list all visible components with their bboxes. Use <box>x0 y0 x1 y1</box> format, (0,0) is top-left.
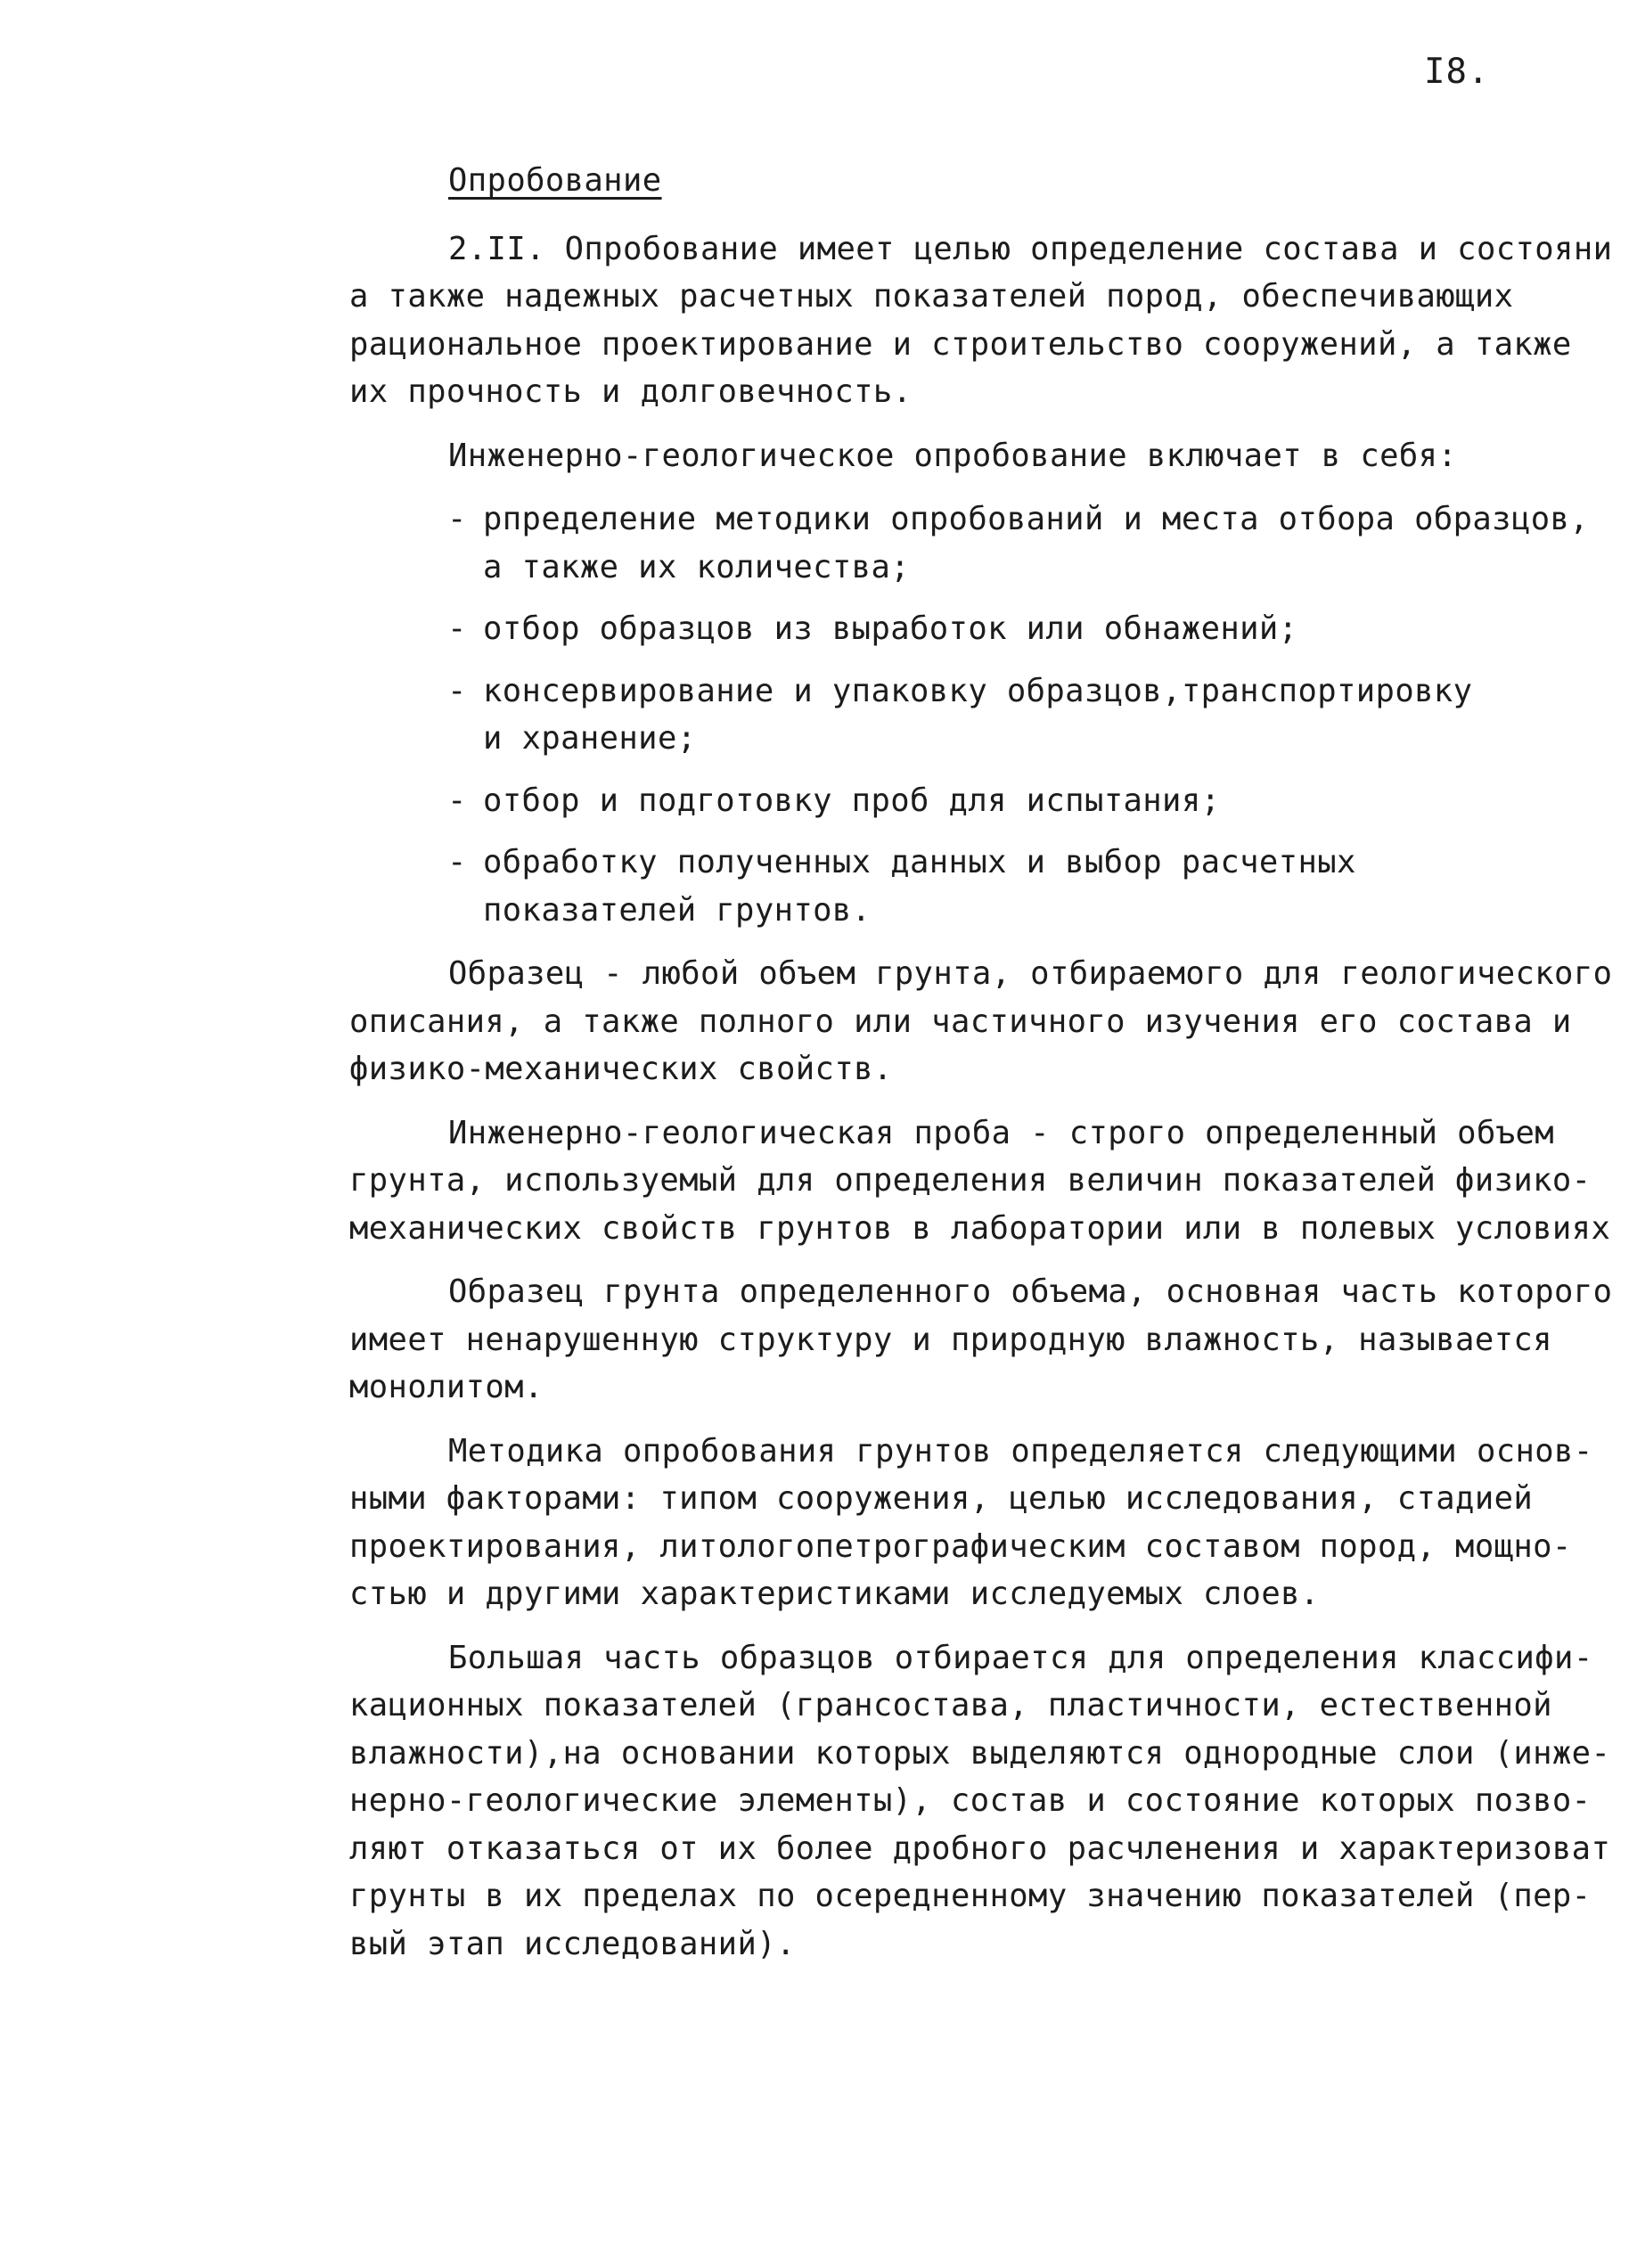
list-item-line: отбор и подготовку проб для испытания; <box>483 782 1221 819</box>
paragraph-line: проектирования, литологопетрографическим составом пород, мощно- <box>349 1527 1572 1565</box>
list-item-line: а также их количества; <box>483 548 911 585</box>
paragraph-line: физико-механических свойств. <box>349 1051 893 1087</box>
list-item-line: показателей грунтов. <box>483 891 872 929</box>
list-dash: - <box>447 782 467 819</box>
list-item <box>447 495 1615 591</box>
paragraph-line: нерно-геологические элементы), состав и состояние которых позво- <box>349 1782 1592 1819</box>
paragraph-line: а также надежных расчетных показателей пород, обеспечивающих <box>349 278 1514 315</box>
paragraph-line: Методика опробования грунтов определяется следующими основ- <box>448 1432 1593 1470</box>
paragraph <box>349 432 1615 480</box>
document-body <box>349 157 1615 1984</box>
section-heading: Опробование <box>448 162 662 199</box>
paragraph-line: описания, а также полного или частичного изучения его состава и <box>349 1003 1572 1040</box>
paragraph <box>349 1428 1615 1618</box>
list-dash: - <box>447 844 467 880</box>
paragraph-line: их прочность и долговечность. <box>349 373 913 410</box>
list-item-line: рпределение методики опробований и места отбора образцов, <box>483 501 1590 537</box>
paragraph-line: грунты в их пределах по осередненному значению показателей (пер- <box>349 1878 1592 1914</box>
list-item <box>447 667 1615 763</box>
page-number: I8. <box>1424 52 1490 92</box>
paragraph-line: имеет ненарушенную структуру и природную влажность, называется <box>349 1321 1552 1358</box>
paragraph <box>349 1634 1615 1969</box>
paragraph-line: Образец грунта определенного объема, основная часть которого <box>448 1273 1613 1310</box>
list-item-line: консервирование и упаковку образцов,транспортировку <box>483 672 1473 709</box>
paragraph-line: рациональное проектирование и строительство сооружений, а также <box>349 325 1572 363</box>
list-dash: - <box>447 501 467 537</box>
list-item <box>447 605 1615 653</box>
list-dash: - <box>447 610 467 647</box>
paragraph <box>349 1268 1615 1412</box>
paragraph-line: кационных показателей (грансостава, пластичности, естественной <box>349 1687 1552 1724</box>
paragraph <box>349 1109 1615 1253</box>
list-item-line: и хранение; <box>483 720 697 757</box>
paragraph-line: ными факторами: типом сооружения, целью исследования, стадией <box>349 1480 1534 1517</box>
list-item-line: обработку полученных данных и выбор расчетных <box>483 844 1356 880</box>
paragraph-line: вый этап исследований). <box>349 1925 796 1962</box>
paragraph-line: монолитом. <box>349 1369 544 1405</box>
paragraphs-top <box>349 225 1615 480</box>
paragraph-line: Инженерно-геологическое опробование включает в себя: <box>448 437 1458 474</box>
paragraph-line: механических свойств грунтов в лаборатории или в полевых условиях <box>349 1209 1611 1247</box>
bullet-list <box>447 495 1615 934</box>
list-item <box>447 839 1615 934</box>
paragraph-line: грунта, используемый для определения величин показателей физико- <box>349 1162 1592 1199</box>
paragraph-line: ляют отказаться от их более дробного расчленения и характеризоват <box>349 1830 1611 1867</box>
paragraph <box>349 225 1615 416</box>
list-item-line: отбор образцов из выработок или обнажений; <box>483 610 1298 647</box>
paragraph-line: Образец - любой объем грунта, отбираемого для геологического <box>448 955 1613 992</box>
paragraph <box>349 950 1615 1093</box>
paragraph-line: Инженерно-геологическая проба - строго определенный объем <box>448 1114 1555 1151</box>
paragraph-line: 2.II. Опробование имеет целью определение состава и состояни <box>448 230 1613 267</box>
list-item <box>447 777 1615 825</box>
paragraph-line: влажности),на основании которых выделяются однородные слои (инже- <box>349 1734 1611 1772</box>
paragraph-line: стью и другими характеристиками исследуемых слоев. <box>349 1576 1320 1612</box>
paragraphs-bottom <box>349 950 1615 1968</box>
list-dash: - <box>447 672 467 709</box>
paragraph-line: Большая часть образцов отбирается для определения классифи- <box>448 1639 1593 1676</box>
